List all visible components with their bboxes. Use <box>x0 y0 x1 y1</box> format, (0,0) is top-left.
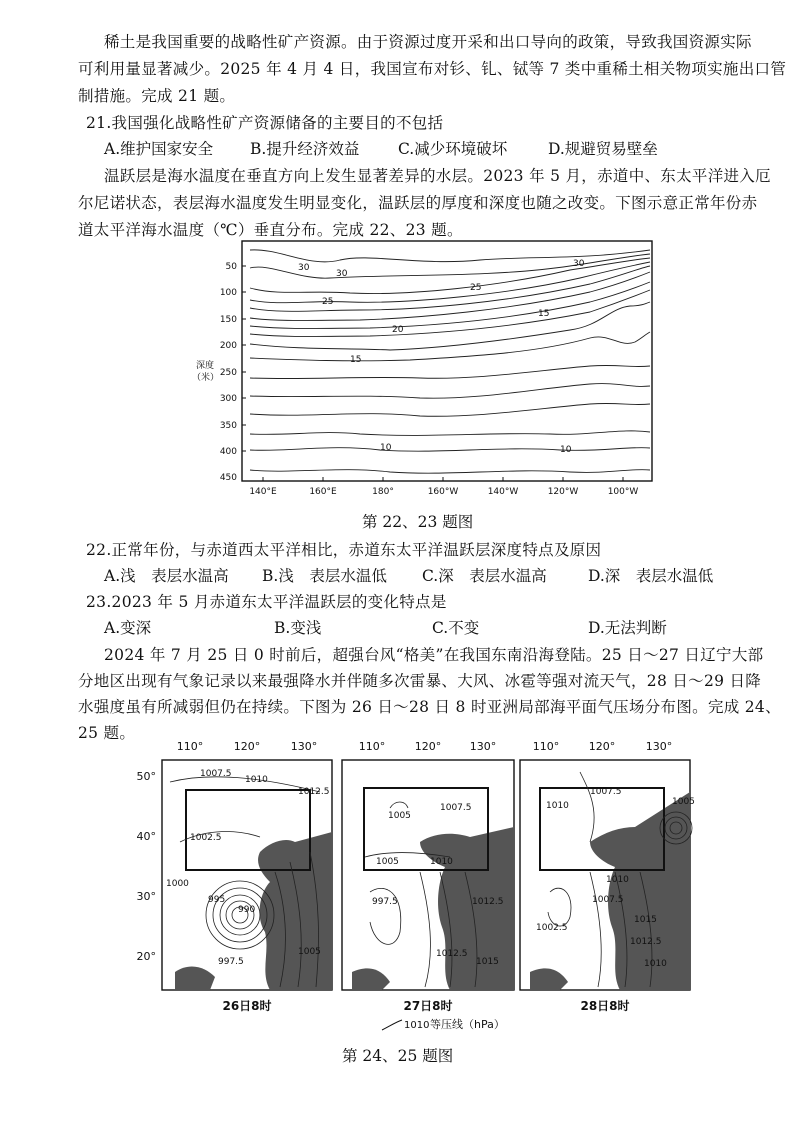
intro2-line-2: 尔尼诺状态，表层海水温度发生明显变化，温跃层的厚度和深度也随之改变。下图示意正常年份赤 <box>78 194 758 212</box>
contour-label: 15 <box>350 355 362 365</box>
isobar-label: 1010 <box>606 875 629 885</box>
isobar-label: 1015 <box>476 957 499 967</box>
lon-label: 130° <box>645 740 673 753</box>
isobar-label: 995 <box>208 895 226 905</box>
q21-option-c[interactable]: C.减少环境破坏 <box>398 140 508 158</box>
isobar-legend-icon <box>382 1020 402 1030</box>
x-tick: 140°W <box>487 487 519 497</box>
lon-label: 110° <box>532 740 560 753</box>
isobar-label: 1007.5 <box>592 895 624 905</box>
isobar-label: 1005 <box>298 947 321 957</box>
map-panel-27 <box>342 760 514 1013</box>
pressure-maps <box>120 732 700 1042</box>
x-tick: 140°E <box>249 487 277 497</box>
lat-label: 40° <box>136 830 156 843</box>
isobar-label: 1012.5 <box>472 897 504 907</box>
isobar-label: 1015 <box>634 915 657 925</box>
y-tick: 350 <box>219 421 237 431</box>
x-tick: 180° <box>372 487 394 497</box>
isobar-label: 1010 <box>644 959 667 969</box>
x-tick: 160°E <box>309 487 337 497</box>
legend-text: 等压线（hPa） <box>430 1018 505 1031</box>
contour-label: 30 <box>336 269 348 279</box>
contour-label: 25 <box>322 297 334 307</box>
q22-option-d[interactable]: D.深 表层水温低 <box>588 567 714 585</box>
lat-label: 50° <box>136 770 156 783</box>
q21-option-d[interactable]: D.规避贸易壁垒 <box>548 140 658 158</box>
isobar-label: 1007.5 <box>440 803 472 813</box>
intro1-line-3: 制措施。完成 21 题。 <box>78 87 236 105</box>
intro3-line-4: 25 题。 <box>78 724 136 742</box>
chart-frame <box>242 241 652 481</box>
map-panel-28 <box>520 760 695 1013</box>
x-tick: 100°W <box>607 487 639 497</box>
q23-option-a[interactable]: A.变深 <box>104 619 152 637</box>
q23-option-c[interactable]: C.不变 <box>432 619 480 637</box>
q23-option-b[interactable]: B.变浅 <box>274 619 322 637</box>
isobar-label: 997.5 <box>372 897 398 907</box>
isobar-label: 1007.5 <box>590 787 622 797</box>
q23-option-d[interactable]: D.无法判断 <box>588 619 667 637</box>
map-time-label: 26日8时 <box>222 999 272 1013</box>
intro2-line-3: 道太平洋海水温度（℃）垂直分布。完成 22、23 题。 <box>78 221 463 239</box>
isobar-label: 1005 <box>672 797 695 807</box>
y-tick: 400 <box>219 447 237 457</box>
isobar-label: 1000 <box>166 879 189 889</box>
lon-label: 120° <box>233 740 261 753</box>
contour-label: 15 <box>538 309 550 319</box>
map-time-label: 27日8时 <box>403 999 453 1013</box>
q21-option-b[interactable]: B.提升经济效益 <box>250 140 360 158</box>
x-tick: 160°W <box>427 487 459 497</box>
intro1-line-2: 可利用量显著减少。2025 年 4 月 4 日，我国宣布对钐、钆、铽等 7 类中重稀土相关物项实施出口管 <box>78 60 787 78</box>
contour-label: 10 <box>380 443 392 453</box>
lon-label: 130° <box>290 740 318 753</box>
q21-stem: 21.我国强化战略性矿产资源储备的主要目的不包括 <box>86 114 444 132</box>
legend-symbol: 1010 <box>404 1020 430 1031</box>
x-tick: 120°W <box>547 487 579 497</box>
intro1-line-1: 稀土是我国重要的战略性矿产资源。由于资源过度开采和出口导向的政策，导致我国资源实际 <box>104 33 752 51</box>
q22-option-c[interactable]: C.深 表层水温高 <box>422 567 547 585</box>
isobar-label: 1012.5 <box>436 949 468 959</box>
lon-label: 120° <box>588 740 616 753</box>
y-axis-unit: （米） <box>192 373 220 383</box>
intro2-line-1: 温跃层是海水温度在垂直方向上发生显著差异的水层。2023 年 5 月，赤道中、东太平洋进入厄 <box>104 167 771 185</box>
contour-label: 30 <box>298 263 310 273</box>
isobar-label: 1010 <box>430 857 453 867</box>
isobar-label: 1010 <box>245 775 268 785</box>
isobar-label: 1005 <box>388 811 411 821</box>
contour-label: 20 <box>392 325 404 335</box>
isobar-label: 997.5 <box>218 957 244 967</box>
lon-label: 110° <box>176 740 204 753</box>
q21-option-a[interactable]: A.维护国家安全 <box>104 140 214 158</box>
temperature-profile-chart <box>190 238 670 506</box>
isobar-label: 1012.5 <box>630 937 662 947</box>
maps-caption: 第 24、25 题图 <box>342 1047 454 1065</box>
intro3-line-3: 水强度虽有所减弱但仍在持续。下图为 26 日～28 日 8 时亚洲局部海平面气压场分布图。完成 24、 <box>78 698 781 716</box>
y-tick: 150 <box>219 315 237 325</box>
isobar-label: 990 <box>238 905 256 915</box>
isobar-label: 1010 <box>546 801 569 811</box>
contour-label: 30 <box>573 259 585 269</box>
lon-label: 110° <box>358 740 386 753</box>
isobar-label: 1002.5 <box>536 923 568 933</box>
y-axis-label: 深度 <box>196 361 215 371</box>
y-tick: 300 <box>219 394 237 404</box>
q22-option-b[interactable]: B.浅 表层水温低 <box>262 567 387 585</box>
lat-label: 30° <box>136 890 156 903</box>
y-tick: 250 <box>219 368 237 378</box>
lat-label: 20° <box>136 950 156 963</box>
intro3-line-2: 分地区出现有气象记录以来最强降水并伴随多次雷暴、大风、冰雹等强对流天气，28 日～29 日降 <box>78 672 762 690</box>
map-time-label: 28日8时 <box>580 999 630 1013</box>
q23-stem: 23.2023 年 5 月赤道东太平洋温跃层的变化特点是 <box>86 593 447 611</box>
q22-stem: 22.正常年份，与赤道西太平洋相比，赤道东太平洋温跃层深度特点及原因 <box>86 541 602 559</box>
contour-label: 25 <box>470 283 482 293</box>
contour-label: 10 <box>560 445 572 455</box>
y-tick: 100 <box>219 288 237 298</box>
y-tick: 450 <box>219 473 237 483</box>
lon-label: 130° <box>469 740 497 753</box>
isobar-label: 1002.5 <box>190 833 222 843</box>
chart1-caption: 第 22、23 题图 <box>362 513 474 531</box>
isobar-label: 1005 <box>376 857 399 867</box>
intro3-line-1: 2024 年 7 月 25 日 0 时前后，超强台风“格美”在我国东南沿海登陆。25 日～27 日辽宁大部 <box>104 646 764 664</box>
y-tick: 50 <box>225 262 237 272</box>
lon-label: 120° <box>414 740 442 753</box>
map-panel-26 <box>162 760 332 1013</box>
isobar-label: 1007.5 <box>200 769 232 779</box>
y-tick: 200 <box>219 341 237 351</box>
q22-option-a[interactable]: A.浅 表层水温高 <box>104 567 229 585</box>
isobar-label: 1012.5 <box>298 787 330 797</box>
